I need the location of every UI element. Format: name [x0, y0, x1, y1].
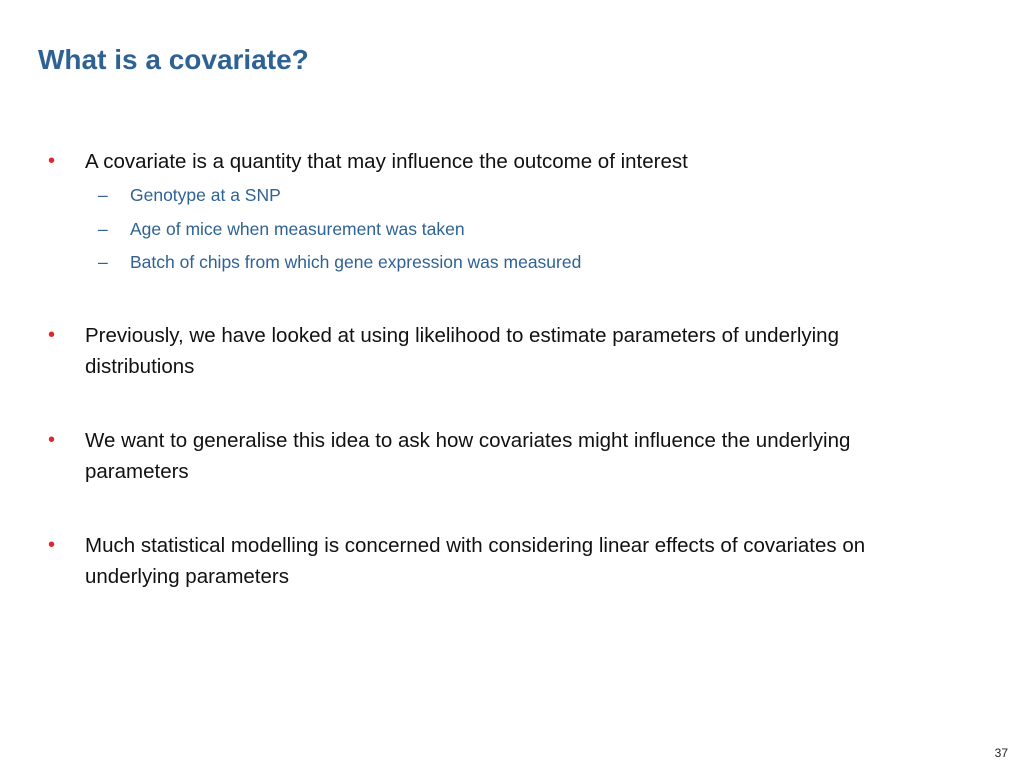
bullet-list [48, 146, 898, 592]
bullet-dot-icon: • [48, 428, 56, 451]
bullet-text: Much statistical modelling is concerned with considering linear effects of covariates on underlying parameters [85, 533, 866, 588]
sub-bullet-item [98, 246, 898, 280]
slide-title: What is a covariate? [38, 44, 309, 75]
bullet-dot-icon: • [48, 323, 56, 346]
sub-bullet-text: Genotype at a SNP [130, 185, 281, 205]
bullet-item [48, 530, 898, 592]
bullet-item [48, 425, 898, 487]
sub-bullet-list [48, 179, 898, 280]
bullet-text: Previously, we have looked at using likelihood to estimate parameters of underlying distributions [85, 323, 839, 378]
bullet-item [48, 320, 898, 382]
sub-bullet-text: Batch of chips from which gene expression was measured [130, 252, 582, 272]
bullet-text: We want to generalise this idea to ask how covariates might influence the underlying parameters [85, 428, 851, 483]
spacer [48, 382, 898, 425]
page-number: 37 [994, 746, 1008, 760]
spacer [48, 487, 898, 530]
sub-bullet-text: Age of mice when measurement was taken [130, 218, 465, 239]
bullet-item [48, 146, 898, 177]
sub-bullet-item [98, 213, 898, 247]
sub-bullet-item [98, 179, 898, 213]
bullet-text: A covariate is a quantity that may influence the outcome of interest [85, 150, 688, 173]
dash-icon: – [98, 218, 108, 239]
bullet-dot-icon: • [48, 533, 56, 556]
dash-icon: – [98, 185, 108, 205]
bullet-dot-icon: • [48, 150, 56, 172]
dash-icon: – [98, 252, 108, 272]
spacer [48, 280, 898, 320]
